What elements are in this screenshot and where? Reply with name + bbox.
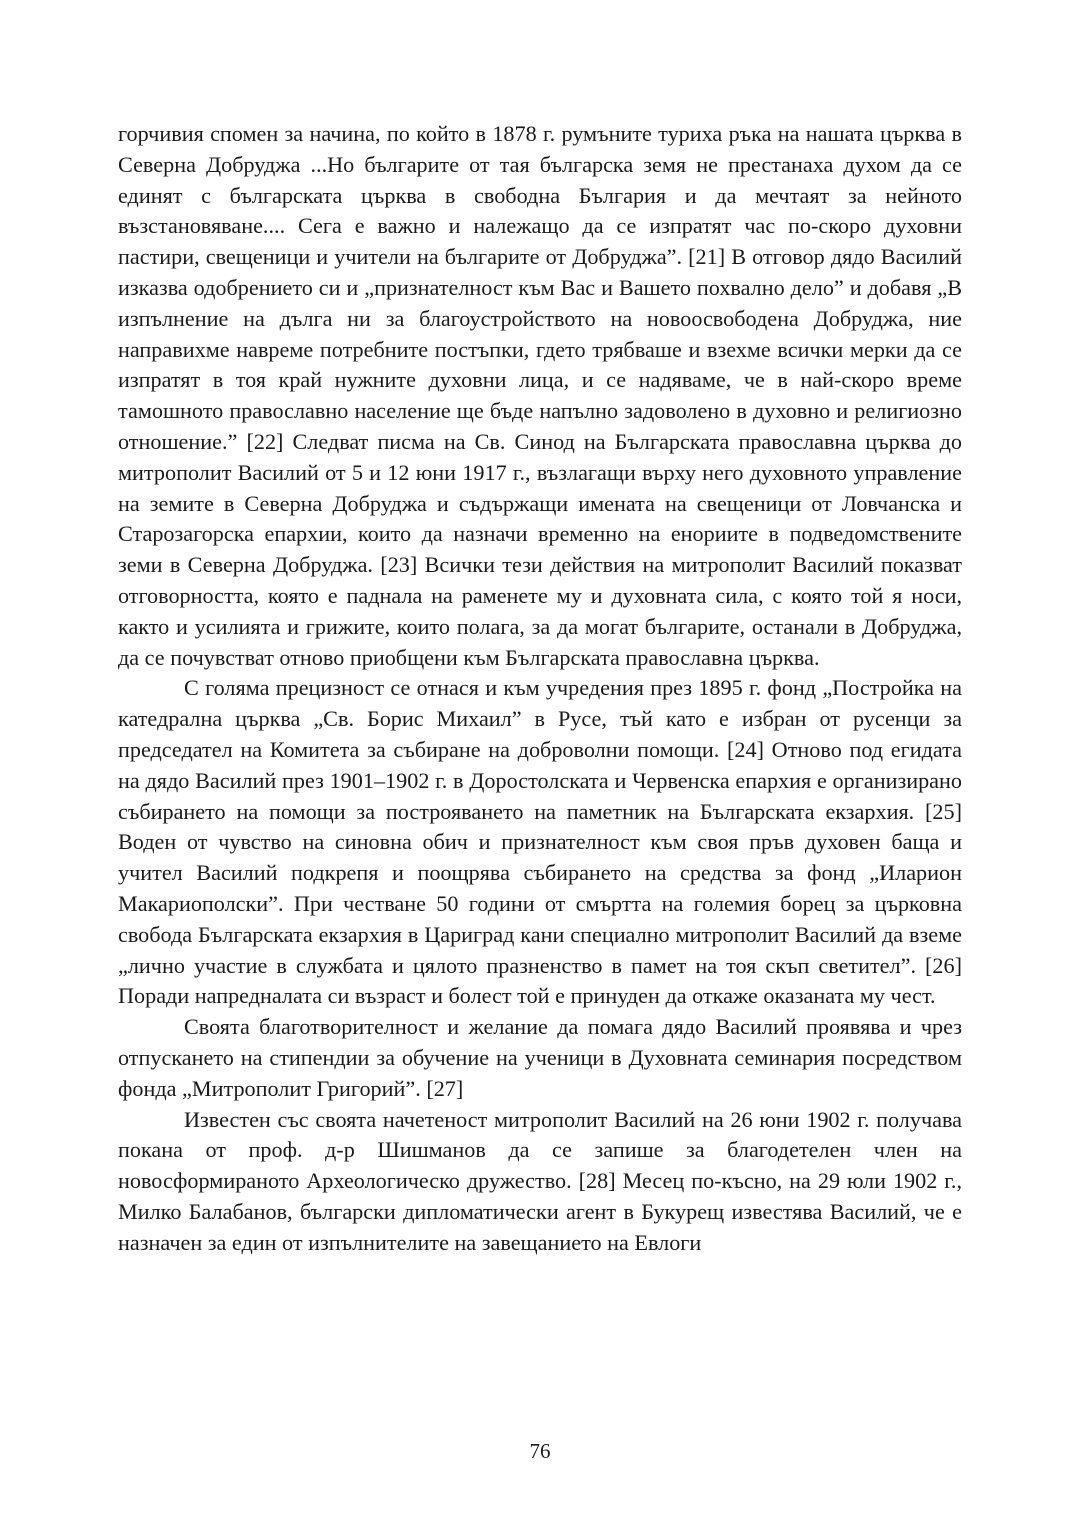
paragraph-continuation: горчивия спомен за начина, по който в 1878 г. румъните туриха ръка на нашата църква в Северна Добруджа ...Но българите от тая българска земя не престанаха духом да се единят с българската църква в свободна България и да мечтаят за нейното възстановяване.... Сега е важно и належащо да се изпратят час по-скоро духовни пастири, свещеници и учители на българите от Добруджа”. [21] В отговор дядо Василий изказва одобрението си и „признателност към Вас и Вашето похвално дело” и добавя „В изпълнение на дълга ни за благоустройството на новоосвободена Добруджа, ние направихме навреме потребните постъпки, гдето трябваше и взехме всички мерки да се изпратят в тоя край нужните духовни лица, и се надяваме, че в най-скоро време тамошното православно население ще бъде напълно задоволено в духовно и религиозно отношение.” [22] Следват писма на Св. Синод на Българската православна църква до митрополит Василий от 5 и 12 юни 1917 г., възлагащи върху него духовното управление на земите в Северна Добруджа и съдържащи имената на свещеници от Ловчанска и Старозагорска епархии, които да назначи временно на енориите в подведомствените земи в Северна Добруджа. [23] Всички тези действия на митрополит Василий показват отговорността, която е паднала на раменете му и духовната сила, с която той я носи, както и усилията и грижите, които полага, за да могат българите, останали в Добруджа, да се почувстват отново приобщени към Българската православна църква. [118,121,962,670]
body-text [118,119,962,1258]
paragraph-scholarships: Своята благотворителност и желание да помага дядо Василий проявява и чрез отпускането на стипендии за обучение на ученици в Духовната семинария посредством фонда „Митрополит Григорий”. [27] [118,1014,962,1101]
paragraph-cathedral-fund: С голяма прецизност се отнася и към учредения през 1895 г. фонд „Постройка на катедрална църква „Св. Борис Михаил” в Русе, тъй като е избран от русенци за председател на Комитета за събиране на доброволни помощи. [24] Отново под егидата на дядо Василий през 1901–1902 г. в Доростолската и Червенска епархия е организирано събирането на помощи за построяването на паметник на Българската екзархия. [25] Воден от чувство на синовна обич и признателност към своя пръв духовен баща и учител Василий подкрепя и поощрява събирането на средства за фонд „Иларион Макариополски”. При честване 50 години от смъртта на големия борец за църковна свобода Българската екзархия в Цариград кани специално митрополит Василий да вземе „лично участие в службата и цялото празненство в памет на тоя скъп светител”. [26] Поради напредналата си възраст и болест той е принуден да откаже оказаната му чест. [118,675,962,1009]
page-number: 76 [529,1439,551,1463]
paragraph-archaeological-society: Известен със своята начетеност митрополит Василий на 26 юни 1902 г. получава покана от проф. д-р Шишманов да се запише за благодетелен член на новосформираното Археологическо дружество. [28] Месец по-късно, на 29 юли 1902 г., Милко Балабанов, български дипломатически агент в Букурещ известява Василий, че е назначен за един от изпълнителите на завещанието на Евлоги [118,1106,962,1255]
